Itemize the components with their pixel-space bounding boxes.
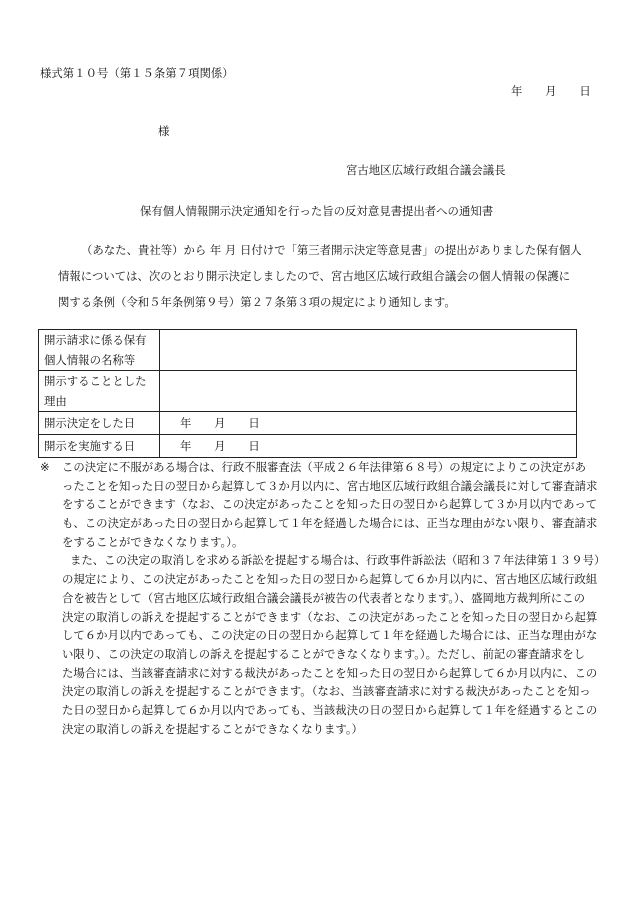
note-line: も、この決定があった日の翌日から起算して１年を経過した場合には、正当な理由がない限り、審査請求 bbox=[62, 516, 598, 531]
note-line: た日の翌日から起算して６か月以内であっても、当該裁決の日の翌日から起算して１年を経過するとこの bbox=[62, 702, 598, 717]
notes-section bbox=[40, 458, 606, 738]
note-line: の規定により、この決定があったことを知った日の翌日から起算して６か月以内に、宮古地区広域行政組 bbox=[62, 572, 598, 587]
table-value-cell: 年 月 日 bbox=[160, 435, 577, 458]
note-line: をすることができなくなります。）。 bbox=[62, 534, 244, 549]
note-line: た場合には、当該審査請求に対する裁決があったことを知った日の翌日から起算して６か月以内に、この bbox=[62, 665, 598, 680]
label-line: 個人情報の名称等 bbox=[44, 353, 136, 367]
table-value-cell: 年 月 日 bbox=[160, 412, 577, 435]
note-line: をすることができます（なお、この決定があったことを知った日の翌日から起算して３か月以内であって bbox=[62, 497, 598, 512]
addressee-honorific: 様 bbox=[158, 124, 170, 138]
note-line: ったことを知った日の翌日から起算して３か月以内に、宮古地区広域行政組合議会議長に対して審査請求 bbox=[62, 478, 598, 493]
body-line: 情報については、次のとおり開示決定しましたので、宮古地区広域行政組合議会の個人情報の保護に bbox=[58, 269, 571, 283]
note-line: また、この決定の取消しを求める訴訟を提起する場合は、行政事件訴訟法（昭和３７年法律第１３９号） bbox=[70, 553, 606, 568]
table-row bbox=[39, 412, 577, 435]
issue-date: 年 月 日 bbox=[511, 84, 591, 98]
label-line: 開示請求に係る保有 bbox=[44, 333, 147, 347]
note-line: 決定の取消しの訴えを提起することができます（なお、この決定があったことを知った日の翌日から起算 bbox=[62, 609, 598, 624]
table-label-cell: 開示を実施する日 bbox=[39, 435, 160, 458]
table-label-cell: 開示決定をした日 bbox=[39, 412, 160, 435]
note-line: 決定の取消しの訴えを提起することができなくなります。） bbox=[62, 721, 363, 736]
label-line: 理由 bbox=[44, 394, 67, 408]
disclosure-info-table bbox=[38, 329, 577, 458]
sender-name: 宮古地区広域行政組合議会議長 bbox=[346, 163, 506, 177]
body-line: 関する条例（令和５年条例第９号）第２７条第３項の規定により通知します。 bbox=[58, 295, 456, 309]
table-value-cell bbox=[160, 371, 577, 412]
document-title: 保有個人情報開示決定通知を行った旨の反対意見書提出者への通知書 bbox=[140, 204, 494, 218]
note-line bbox=[40, 458, 588, 477]
table-row bbox=[39, 330, 577, 371]
label-line: 開示することとした bbox=[44, 374, 147, 388]
note-line: い限り、この決定の取消しの訴えを提起することができなくなります。）。ただし、前記の審査請求をし bbox=[62, 646, 586, 661]
note-mark: ※ bbox=[40, 460, 50, 474]
body-paragraph bbox=[48, 245, 588, 323]
form-number: 様式第１０号（第１５条第７項関係） bbox=[40, 66, 234, 80]
table-row bbox=[39, 371, 577, 412]
note-line: 決定の取消しの訴えを提起することができます。（なお、当該審査請求に対する裁決があったことを知っ bbox=[62, 684, 591, 699]
table-value-cell bbox=[160, 330, 577, 371]
table-row bbox=[39, 435, 577, 458]
table-label-cell bbox=[39, 330, 160, 371]
table-label-cell bbox=[39, 371, 160, 412]
note-line: して６か月以内であっても、この決定の日の翌日から起算して１年を経過した場合には、正当な理由がな bbox=[62, 628, 598, 643]
note-line: 合を被告として（宮古地区広域行政組合議会議長が被告の代表者となります。）、盛岡地方裁判所にこの bbox=[62, 590, 586, 605]
body-line: （あなた、貴社等）から 年 月 日付けで「第三者開示決定等意見書」の提出がありました保有個人 bbox=[81, 243, 582, 257]
note-text: この決定に不服がある場合は、行政不服審査法（平成２６年法律第６８号）の規定によりこの決定があ bbox=[62, 460, 586, 474]
